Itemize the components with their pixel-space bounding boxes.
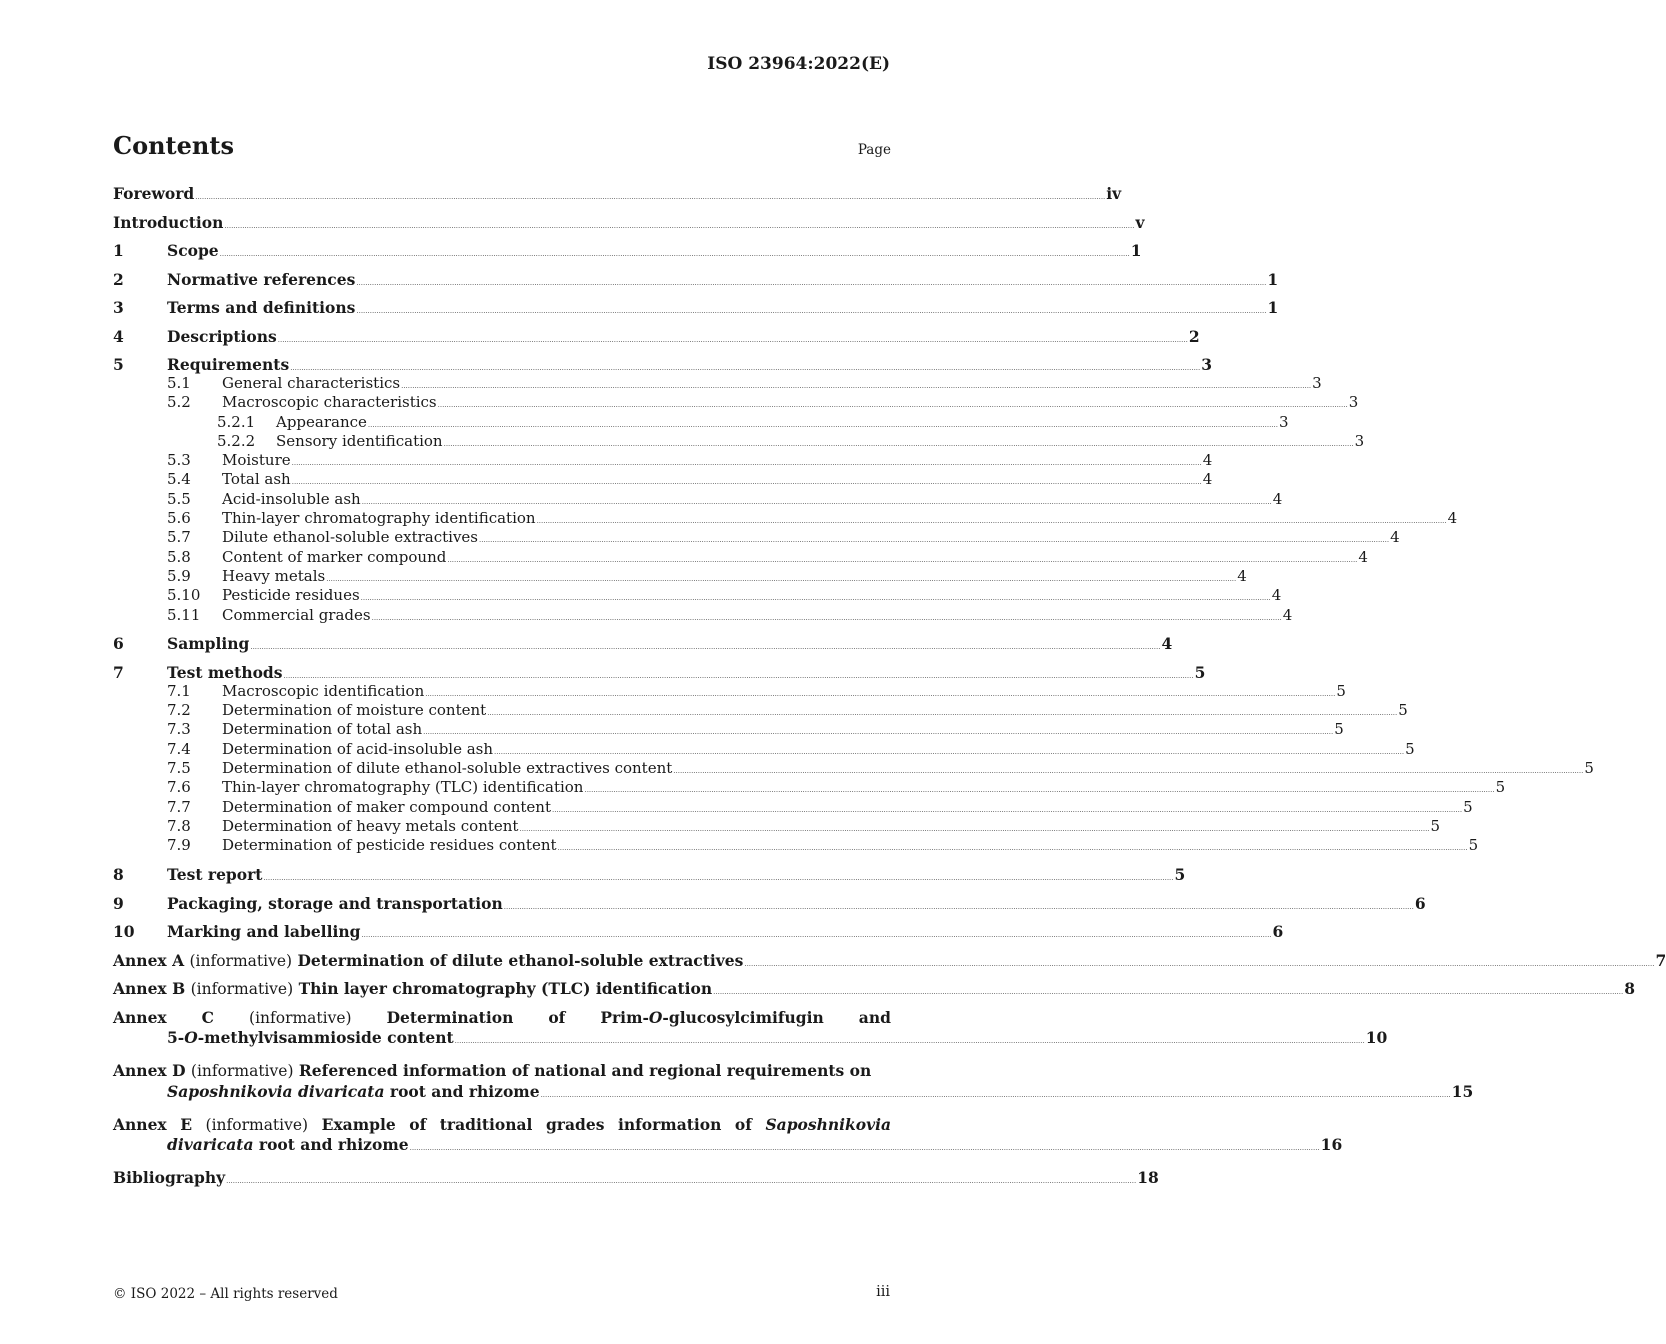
toc-title: Bibliography <box>113 1168 226 1188</box>
toc-title: Heavy metals <box>222 566 326 585</box>
toc-page: 3 <box>1312 374 1322 392</box>
toc-num: 9 <box>113 893 124 913</box>
dot-leader <box>541 1082 1451 1106</box>
toc-title <box>113 979 712 998</box>
toc-page: 3 <box>1354 431 1365 450</box>
annex-label: Annex A <box>113 950 185 970</box>
toc-entry-clause-2[interactable] <box>113 269 1279 289</box>
toc-title: Marking and labelling <box>167 922 361 942</box>
dot-leader <box>444 432 1354 450</box>
header-document-code: ISO 23964:2022(E) <box>707 54 890 74</box>
toc-title <box>113 951 743 970</box>
toc-num: 5.2.2 <box>217 431 256 450</box>
toc-page: 8 <box>1624 979 1636 999</box>
annex-title-word: of <box>409 1114 427 1134</box>
dot-leader <box>290 355 1200 374</box>
annex-type: (informative) <box>190 980 294 999</box>
annex-title-word: of <box>548 1007 566 1027</box>
toc-entry-5-10[interactable] <box>113 586 1282 605</box>
toc-title: Determination of total ash <box>222 720 423 739</box>
dot-leader <box>438 393 1348 411</box>
toc-page: 5 <box>1584 759 1594 778</box>
toc-title: Terms and definitions <box>167 298 356 317</box>
annex-label: Annex <box>113 1007 167 1027</box>
dot-leader <box>195 184 1105 203</box>
toc-page: 18 <box>1137 1168 1159 1188</box>
toc-title: Determination of dilute ethanol-soluble extractives content <box>222 759 673 778</box>
toc-num: 6 <box>113 634 124 654</box>
toc-entry-clause-6[interactable] <box>113 634 1173 654</box>
toc-entry-5-3[interactable] <box>113 451 1213 470</box>
annex-label: Annex <box>113 1114 167 1134</box>
toc-entry-annex-e[interactable] <box>113 1114 1343 1159</box>
dot-leader <box>584 778 1494 796</box>
dot-leader <box>284 663 1194 682</box>
toc-entry-clause-7[interactable] <box>113 662 1206 682</box>
toc-page: 5 <box>1463 797 1473 816</box>
toc-entry-5-8[interactable] <box>113 547 1368 567</box>
toc-num: 5.7 <box>167 528 191 547</box>
toc-entry-clause-5[interactable] <box>113 355 1213 374</box>
table-of-contents <box>113 184 1666 1188</box>
toc-title: Content of marker compound <box>222 547 447 566</box>
toc-title: Test methods <box>167 662 283 682</box>
toc-num: 5.2.1 <box>217 412 256 431</box>
toc-entry-7-9[interactable] <box>113 836 1479 855</box>
dot-leader <box>558 836 1468 854</box>
dot-leader <box>292 451 1202 469</box>
toc-page: 4 <box>1272 489 1283 508</box>
toc-entry-5-2-2[interactable] <box>113 431 1365 451</box>
toc-num: 5.4 <box>167 470 191 489</box>
toc-page: v <box>1135 212 1145 232</box>
toc-entry-annex-d[interactable] <box>113 1061 1474 1105</box>
toc-num: 2 <box>113 269 124 289</box>
toc-entry-annex-a[interactable] <box>113 950 1666 970</box>
dot-leader <box>425 682 1335 700</box>
annex-title-word: Prim-O-glucosylcimifugin <box>600 1007 824 1027</box>
dot-leader <box>401 374 1311 392</box>
annex-type: (informative) <box>190 1062 294 1081</box>
toc-num: 5.1 <box>167 374 191 392</box>
toc-title: Normative references <box>167 269 356 289</box>
dot-leader <box>224 213 1134 232</box>
toc-entry-5-5[interactable] <box>113 489 1283 509</box>
toc-num: 5 <box>113 355 124 374</box>
toc-page: 5 <box>1336 681 1346 700</box>
toc-page: 6 <box>1272 922 1284 942</box>
toc-page: 4 <box>1282 605 1293 624</box>
toc-entry-introduction[interactable] <box>113 212 1145 232</box>
dot-leader <box>494 740 1404 758</box>
contents-heading: Contents <box>113 131 234 160</box>
toc-page: 15 <box>1451 1081 1474 1101</box>
toc-entry-foreword[interactable] <box>113 184 1122 203</box>
toc-entry-7-2[interactable] <box>113 701 1408 720</box>
dot-leader <box>361 586 1271 604</box>
toc-page: 5 <box>1194 662 1206 682</box>
footer-page-number: iii <box>876 1284 890 1300</box>
toc-title: Determination of moisture content <box>222 701 487 720</box>
toc-entry-annex-b[interactable] <box>113 979 1636 999</box>
dot-leader <box>504 894 1414 913</box>
toc-num: 5.3 <box>167 451 191 470</box>
toc-title: Commercial grades <box>222 605 371 624</box>
toc-entry-7-3[interactable] <box>113 720 1344 739</box>
annex-letter: E <box>180 1114 193 1134</box>
dot-leader <box>713 979 1623 998</box>
toc-num: 7.6 <box>167 778 191 797</box>
dot-leader <box>356 270 1266 289</box>
toc-title: Scope <box>167 241 219 260</box>
toc-page: 5 <box>1174 865 1186 885</box>
annex-title-continued: divaricata root and rhizome <box>167 1135 409 1155</box>
toc-entry-7-8[interactable] <box>113 816 1441 836</box>
toc-page: 1 <box>1267 269 1279 289</box>
toc-page: 5 <box>1430 816 1441 835</box>
toc-page: iv <box>1106 184 1122 203</box>
annex-c-line1 <box>113 1008 891 1029</box>
toc-entry-7-4[interactable] <box>113 739 1415 759</box>
toc-title: Foreword <box>113 184 195 203</box>
toc-page: 5 <box>1405 739 1415 758</box>
toc-num: 5.11 <box>167 605 201 624</box>
toc-title: Macroscopic identification <box>222 681 425 700</box>
dot-leader <box>361 922 1271 941</box>
toc-num: 5.10 <box>167 586 201 605</box>
toc-page: 4 <box>1202 451 1213 470</box>
toc-entry-5-6[interactable] <box>113 509 1458 528</box>
toc-page: 5 <box>1495 778 1506 797</box>
toc-num: 10 <box>113 922 135 942</box>
toc-title: Appearance <box>276 412 367 431</box>
toc-num: 5.9 <box>167 566 191 585</box>
toc-title: Requirements <box>167 355 290 374</box>
toc-title: Moisture <box>222 451 291 470</box>
toc-page: 4 <box>1237 566 1247 585</box>
toc-entry-clause-9[interactable] <box>113 893 1426 913</box>
footer-copyright: © ISO 2022 – All rights reserved <box>113 1286 338 1302</box>
toc-title: Macroscopic characteristics <box>222 393 437 412</box>
annex-e-line1 <box>113 1115 891 1136</box>
annex-title: Referenced information of national and regional requirements on <box>298 1061 872 1081</box>
annex-title-word: Example <box>321 1114 396 1134</box>
toc-entry-5-11[interactable] <box>113 605 1293 625</box>
dot-leader <box>292 470 1202 488</box>
toc-title: Total ash <box>222 470 291 489</box>
annex-title-continued: Saposhnikovia divaricata root and rhizome <box>167 1081 540 1101</box>
dot-leader <box>226 1168 1136 1187</box>
annex-title-word: Determination <box>386 1007 514 1027</box>
toc-entry-clause-4[interactable] <box>113 326 1200 346</box>
annex-title-word: grades <box>545 1114 605 1134</box>
toc-page: 16 <box>1320 1135 1343 1155</box>
annex-title-word: and <box>858 1007 891 1027</box>
annex-title: Thin layer chromatography (TLC) identification <box>298 979 713 999</box>
toc-page: 3 <box>1201 355 1213 374</box>
dot-leader <box>537 509 1447 527</box>
annex-title-word: information <box>617 1114 722 1134</box>
toc-num: 4 <box>113 326 124 346</box>
toc-entry-clause-10[interactable] <box>113 922 1284 942</box>
toc-title: General characteristics <box>222 374 401 392</box>
annex-type: (informative) <box>249 1008 352 1027</box>
toc-num: 5.8 <box>167 547 191 566</box>
toc-page: 4 <box>1161 634 1173 654</box>
toc-page: 1 <box>1267 298 1279 317</box>
toc-num: 7.8 <box>167 816 191 835</box>
toc-page: 5 <box>1334 720 1344 739</box>
dot-leader <box>368 413 1278 431</box>
dot-leader <box>278 327 1188 346</box>
toc-page: 6 <box>1414 893 1426 913</box>
toc-page: 4 <box>1390 528 1400 547</box>
dot-leader <box>410 1135 1320 1159</box>
toc-title: Determination of heavy metals content <box>222 816 519 835</box>
annex-title-continued: 5-O-methylvisammioside content <box>167 1028 454 1048</box>
toc-entry-5-9[interactable] <box>113 566 1247 586</box>
dot-leader <box>519 817 1429 835</box>
toc-num: 7.1 <box>167 681 191 700</box>
toc-title: Thin-layer chromatography (TLC) identification <box>222 778 584 797</box>
toc-num: 7 <box>113 662 124 682</box>
toc-entry-5-4[interactable] <box>113 470 1213 489</box>
toc-title: Sampling <box>167 634 250 654</box>
toc-title: Determination of acid-insoluble ash <box>222 739 494 758</box>
toc-title: Pesticide residues <box>222 586 360 605</box>
annex-title-word: of <box>734 1114 752 1134</box>
toc-entry-bibliography[interactable] <box>113 1168 1159 1188</box>
dot-leader <box>455 1028 1365 1052</box>
annex-d-line2 <box>113 1081 1474 1106</box>
toc-num: 7.3 <box>167 720 191 739</box>
toc-entry-5-1[interactable] <box>113 374 1322 393</box>
toc-entry-7-5[interactable] <box>113 759 1594 778</box>
annex-label: Annex B <box>113 979 186 999</box>
page-column-label: Page <box>857 142 891 158</box>
toc-page: 5 <box>1398 701 1408 720</box>
toc-title: Descriptions <box>167 326 277 346</box>
toc-title: Acid-insoluble ash <box>222 489 361 508</box>
toc-title: Determination of maker compound content <box>222 797 551 816</box>
toc-page: 1 <box>1130 241 1142 260</box>
annex-d-line1 <box>113 1061 891 1082</box>
dot-leader <box>552 798 1462 816</box>
toc-page: 4 <box>1447 509 1458 528</box>
toc-title: Introduction <box>113 212 224 232</box>
toc-title: Thin-layer chromatography identification <box>222 509 536 528</box>
toc-page: 3 <box>1279 412 1289 431</box>
toc-entry-5-2[interactable] <box>113 393 1359 412</box>
annex-c-line2 <box>113 1028 1388 1052</box>
toc-num: 7.7 <box>167 797 191 816</box>
annex-title-word: Saposhnikovia <box>765 1114 892 1134</box>
toc-num: 5.6 <box>167 509 191 528</box>
dot-leader <box>220 241 1130 260</box>
dot-leader <box>326 567 1236 585</box>
toc-title: Dilute ethanol-soluble extractives <box>222 528 479 547</box>
toc-entry-7-1[interactable] <box>113 681 1346 701</box>
annex-type: (informative) <box>189 951 293 970</box>
toc-num: 1 <box>113 241 124 260</box>
annex-type: (informative) <box>205 1115 309 1134</box>
annex-title: Determination of dilute ethanol-soluble extractives <box>297 950 744 970</box>
toc-entry-clause-1[interactable] <box>113 241 1142 260</box>
toc-num: 7.2 <box>167 701 191 720</box>
toc-entry-annex-c[interactable] <box>113 1007 1388 1052</box>
toc-num: 8 <box>113 865 124 885</box>
dot-leader <box>356 298 1266 317</box>
dot-leader <box>362 490 1272 508</box>
toc-title: Packaging, storage and transportation <box>167 893 503 913</box>
annex-label: Annex D <box>113 1061 186 1081</box>
toc-entry-7-6[interactable] <box>113 778 1506 797</box>
toc-page: 5 <box>1468 836 1479 855</box>
dot-leader <box>479 528 1389 546</box>
annex-e-line2 <box>113 1135 1343 1159</box>
toc-page: 4 <box>1271 586 1282 605</box>
dot-leader <box>447 548 1357 566</box>
toc-title: Determination of pesticide residues content <box>222 836 557 855</box>
dot-leader <box>372 606 1282 624</box>
dot-leader <box>744 951 1654 970</box>
dot-leader <box>423 720 1333 738</box>
dot-leader <box>673 759 1583 777</box>
toc-entry-5-7[interactable] <box>113 528 1400 547</box>
toc-title: Sensory identification <box>276 431 443 450</box>
toc-num: 7.4 <box>167 739 191 758</box>
annex-title-word: traditional <box>439 1114 533 1134</box>
toc-entry-clause-8[interactable] <box>113 865 1186 885</box>
toc-page: 4 <box>1202 470 1213 489</box>
toc-title: Test report <box>167 865 263 885</box>
toc-page: 2 <box>1188 326 1200 346</box>
dot-leader <box>263 865 1173 884</box>
dot-leader <box>250 634 1160 653</box>
toc-entry-clause-3[interactable] <box>113 298 1279 317</box>
toc-num: 3 <box>113 298 124 317</box>
toc-page: 7 <box>1655 950 1666 970</box>
toc-page: 10 <box>1365 1028 1388 1048</box>
annex-letter: C <box>201 1007 215 1027</box>
toc-entry-7-7[interactable] <box>113 797 1473 817</box>
toc-num: 5.2 <box>167 393 191 412</box>
dot-leader <box>487 701 1397 719</box>
toc-entry-5-2-1[interactable] <box>113 412 1289 432</box>
toc-page: 3 <box>1348 393 1359 412</box>
toc-num: 7.9 <box>167 836 191 855</box>
toc-page: 4 <box>1358 547 1368 566</box>
toc-num: 5.5 <box>167 489 191 508</box>
toc-num: 7.5 <box>167 759 191 778</box>
